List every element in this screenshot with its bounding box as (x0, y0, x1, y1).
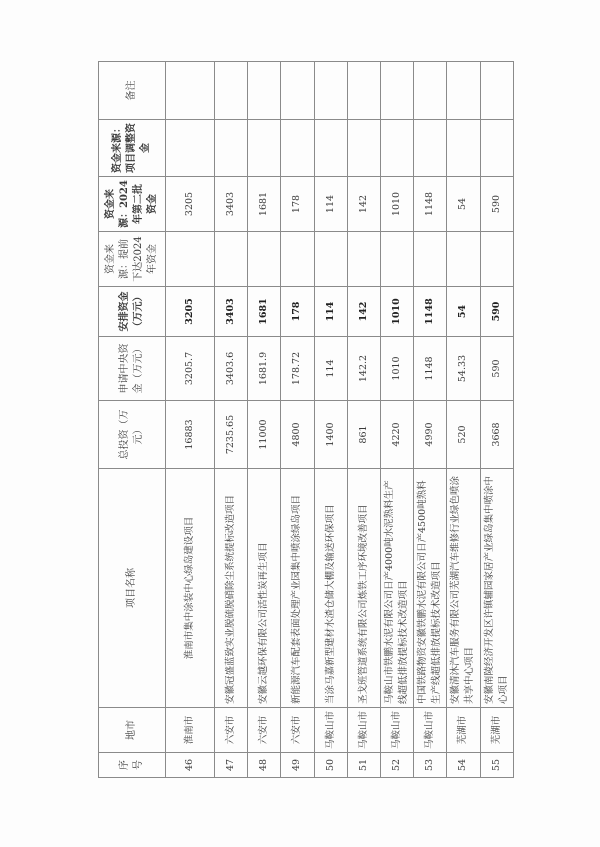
row-advance-funds (347, 232, 380, 287)
row-second-batch-funds: 1010 (380, 177, 413, 232)
row-no: 54 (447, 753, 480, 778)
row-total-investment: 1400 (314, 401, 347, 469)
row-no: 53 (414, 753, 447, 778)
row-apply-central-funds: 3205.7 (166, 337, 215, 401)
row-advance-funds (248, 232, 281, 287)
header-total-investment: 总投资（万元） (99, 401, 166, 469)
table-row (248, 62, 281, 778)
row-remarks (447, 62, 480, 120)
row-adjusted-funds (166, 120, 215, 177)
row-total-investment: 11000 (248, 401, 281, 469)
row-project-name: 安徽南陵经济开发区许镇辅园家居产业绿岛集中喷涂中心项目 (480, 469, 513, 708)
row-second-batch-funds: 3403 (215, 177, 248, 232)
row-adjusted-funds (347, 120, 380, 177)
row-total-investment: 3668 (480, 401, 513, 469)
table-row (281, 62, 314, 778)
row-project-name: 安徽冠盛蓝致实业脱硫脱硝除尘系统提标改造项目 (215, 469, 248, 708)
row-total-investment: 861 (347, 401, 380, 469)
table-row (166, 62, 215, 778)
row-city: 淮南市 (166, 708, 215, 753)
row-advance-funds (281, 232, 314, 287)
row-adjusted-funds (447, 120, 480, 177)
row-arranged-funds: 3205 (166, 287, 215, 337)
row-adjusted-funds (281, 120, 314, 177)
row-arranged-funds: 1148 (414, 287, 447, 337)
row-project-name: 圣戈班管道系统有限公司炼铁工序环境改善项目 (347, 469, 380, 708)
row-advance-funds (215, 232, 248, 287)
row-apply-central-funds: 1010 (380, 337, 413, 401)
row-city: 马鞍山市 (380, 708, 413, 753)
row-no: 47 (215, 753, 248, 778)
header-adjusted-funds: 资金来源：项目调整资金 (99, 120, 166, 177)
row-total-investment: 4800 (281, 401, 314, 469)
row-city: 芜湖市 (447, 708, 480, 753)
table-row (447, 62, 480, 778)
header-advance-2024-funds: 资金来源：提前下达2024年资金 (99, 232, 166, 287)
row-remarks (380, 62, 413, 120)
row-project-name: 新能源汽车配套表面处理产业园集中喷涂绿岛项目 (281, 469, 314, 708)
row-no: 49 (281, 753, 314, 778)
row-remarks (248, 62, 281, 120)
row-remarks (314, 62, 347, 120)
row-second-batch-funds: 590 (480, 177, 513, 232)
header-apply-central-funds: 申请中央资金（万元） (99, 337, 166, 401)
row-adjusted-funds (215, 120, 248, 177)
header-no: 序号 (99, 753, 166, 778)
row-second-batch-funds: 178 (281, 177, 314, 232)
row-arranged-funds: 590 (480, 287, 513, 337)
row-city: 马鞍山市 (414, 708, 447, 753)
row-adjusted-funds (248, 120, 281, 177)
row-apply-central-funds: 114 (314, 337, 347, 401)
row-advance-funds (314, 232, 347, 287)
row-project-name: 安徽云越环保有限公司活性炭再生项目 (248, 469, 281, 708)
row-arranged-funds: 142 (347, 287, 380, 337)
rotated-table-page (98, 62, 512, 778)
row-advance-funds (480, 232, 513, 287)
row-project-name: 中国铁路物资安徽铁鹏水泥有限公司日产4500吨熟料生产线超低排放提标技术改造项目 (414, 469, 447, 708)
row-no: 55 (480, 753, 513, 778)
row-city: 马鞍山市 (347, 708, 380, 753)
row-second-batch-funds: 3205 (166, 177, 215, 232)
row-advance-funds (380, 232, 413, 287)
project-funding-table (98, 61, 514, 778)
row-adjusted-funds (380, 120, 413, 177)
row-second-batch-funds: 54 (447, 177, 480, 232)
row-apply-central-funds: 178.72 (281, 337, 314, 401)
row-project-name: 安徽清沐汽车服务有限公司芜湖汽车维修行业绿色喷涂共享中心项目 (447, 469, 480, 708)
row-second-batch-funds: 1681 (248, 177, 281, 232)
row-city: 芜湖市 (480, 708, 513, 753)
row-remarks (281, 62, 314, 120)
row-total-investment: 7235.65 (215, 401, 248, 469)
row-advance-funds (447, 232, 480, 287)
header-project-name: 项目名称 (99, 469, 166, 708)
row-arranged-funds: 1010 (380, 287, 413, 337)
row-apply-central-funds: 1681.9 (248, 337, 281, 401)
row-second-batch-funds: 1148 (414, 177, 447, 232)
row-second-batch-funds: 142 (347, 177, 380, 232)
header-second-batch-2024-funds: 资金来源：2024年第二批资金 (99, 177, 166, 232)
row-apply-central-funds: 590 (480, 337, 513, 401)
table-row (347, 62, 380, 778)
table-row (215, 62, 248, 778)
row-remarks (480, 62, 513, 120)
row-remarks (414, 62, 447, 120)
row-no: 48 (248, 753, 281, 778)
row-arranged-funds: 114 (314, 287, 347, 337)
row-adjusted-funds (480, 120, 513, 177)
row-remarks (215, 62, 248, 120)
row-total-investment: 4220 (380, 401, 413, 469)
table-row (314, 62, 347, 778)
row-apply-central-funds: 54.33 (447, 337, 480, 401)
row-arranged-funds: 178 (281, 287, 314, 337)
row-city: 六安市 (281, 708, 314, 753)
row-arranged-funds: 1681 (248, 287, 281, 337)
row-city: 六安市 (248, 708, 281, 753)
row-apply-central-funds: 1148 (414, 337, 447, 401)
row-second-batch-funds: 114 (314, 177, 347, 232)
row-project-name: 淮南市集中涂装中心绿岛建设项目 (166, 469, 215, 708)
header-remarks: 备注 (99, 62, 166, 120)
row-no: 46 (166, 753, 215, 778)
row-no: 50 (314, 753, 347, 778)
row-adjusted-funds (314, 120, 347, 177)
row-arranged-funds: 54 (447, 287, 480, 337)
table-row (414, 62, 447, 778)
table-header-row (99, 62, 166, 778)
row-project-name: 当涂马嘉新型建材水渣仓储大棚及输送环保项目 (314, 469, 347, 708)
row-total-investment: 4990 (414, 401, 447, 469)
row-advance-funds (166, 232, 215, 287)
row-project-name: 马鞍山市铁鹏水泥有限公司日产4000吨水泥熟料生产线超低排放提标技术改造项目 (380, 469, 413, 708)
row-no: 52 (380, 753, 413, 778)
row-no: 51 (347, 753, 380, 778)
table-row (480, 62, 513, 778)
row-total-investment: 520 (447, 401, 480, 469)
row-remarks (347, 62, 380, 120)
header-arranged-funds: 安排资金（万元） (99, 287, 166, 337)
header-city: 地市 (99, 708, 166, 753)
row-city: 马鞍山市 (314, 708, 347, 753)
row-apply-central-funds: 3403.6 (215, 337, 248, 401)
table-row (380, 62, 413, 778)
row-total-investment: 16883 (166, 401, 215, 469)
row-advance-funds (414, 232, 447, 287)
row-adjusted-funds (414, 120, 447, 177)
row-apply-central-funds: 142.2 (347, 337, 380, 401)
row-city: 六安市 (215, 708, 248, 753)
row-arranged-funds: 3403 (215, 287, 248, 337)
row-remarks (166, 62, 215, 120)
